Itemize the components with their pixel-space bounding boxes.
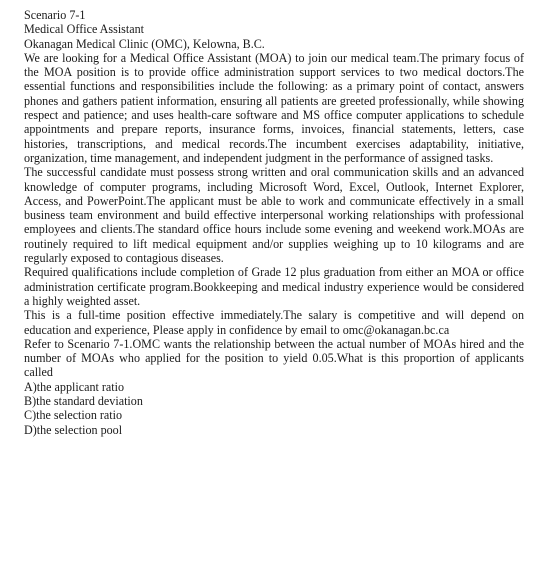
email-link[interactable]: omc@okanagan.bc.ca bbox=[342, 322, 450, 337]
paragraph-qualifications: Required qualifications include completion of Grade 12 plus graduation from either an MOA or office administration certificate program.Bookkeeping and medical industry experience would be considered a highly weighted asset. bbox=[24, 265, 524, 308]
option-c[interactable]: C)the selection ratio bbox=[24, 408, 123, 423]
option-d[interactable]: D)the selection pool bbox=[24, 422, 123, 437]
clinic-name: Okanagan Medical Clinic (OMC), Kelowna, B.C. bbox=[24, 36, 265, 51]
document-page bbox=[24, 8, 524, 437]
paragraph-overview: We are looking for a Medical Office Assistant (MOA) to join our medical team.The primary focus of the MOA position is to provide office administration support services to two medical doctors.The essential functions and responsibilities include the following: as a primary point of contact, answers phones and gathers patient information, ensuring all patients are greeted professionally, while showing respect and patience; and uses health-care software and MS office computer applications to schedule appointments and prepare reports, insurance forms, invoices, financial statements, letters, case histories, transcriptions, and medical records.The incumbent exercises adaptability, initiative, organization, time management, and independent judgment in the performance of assigned tasks. bbox=[24, 50, 524, 165]
paragraph-requirements: The successful candidate must possess strong written and oral communication skills and an advanced knowledge of computer programs, including Microsoft Word, Excel, Outlook, Internet Explorer, Access, and PowerPoint.The applicant must be able to work and communicate effectively in a small business team environment and build effective interpersonal working relationships with professional employees and clients.The standard office hours include some evening and weekend work.MOAs are routinely required to lift medical equipment and/or supplies weighing up to 10 kilograms and are regularly exposed to contagious diseases. bbox=[24, 165, 524, 266]
scenario-label: Scenario 7-1 bbox=[24, 8, 86, 22]
answer-options bbox=[24, 380, 524, 437]
job-title: Medical Office Assistant bbox=[24, 22, 145, 37]
paragraph-closing bbox=[24, 308, 524, 337]
option-a[interactable]: A)the applicant ratio bbox=[24, 379, 125, 394]
option-b[interactable]: B)the standard deviation bbox=[24, 394, 143, 409]
question-text: Refer to Scenario 7-1.OMC wants the relationship between the actual number of MOAs hired and the number of MOAs who applied for the position to yield 0.05.What is this proportion of applicants called bbox=[24, 336, 524, 380]
closing-text: This is a full-time position effective immediately.The salary is competitive and will depend on education and experience, Please apply in confidence by email to bbox=[24, 308, 524, 337]
